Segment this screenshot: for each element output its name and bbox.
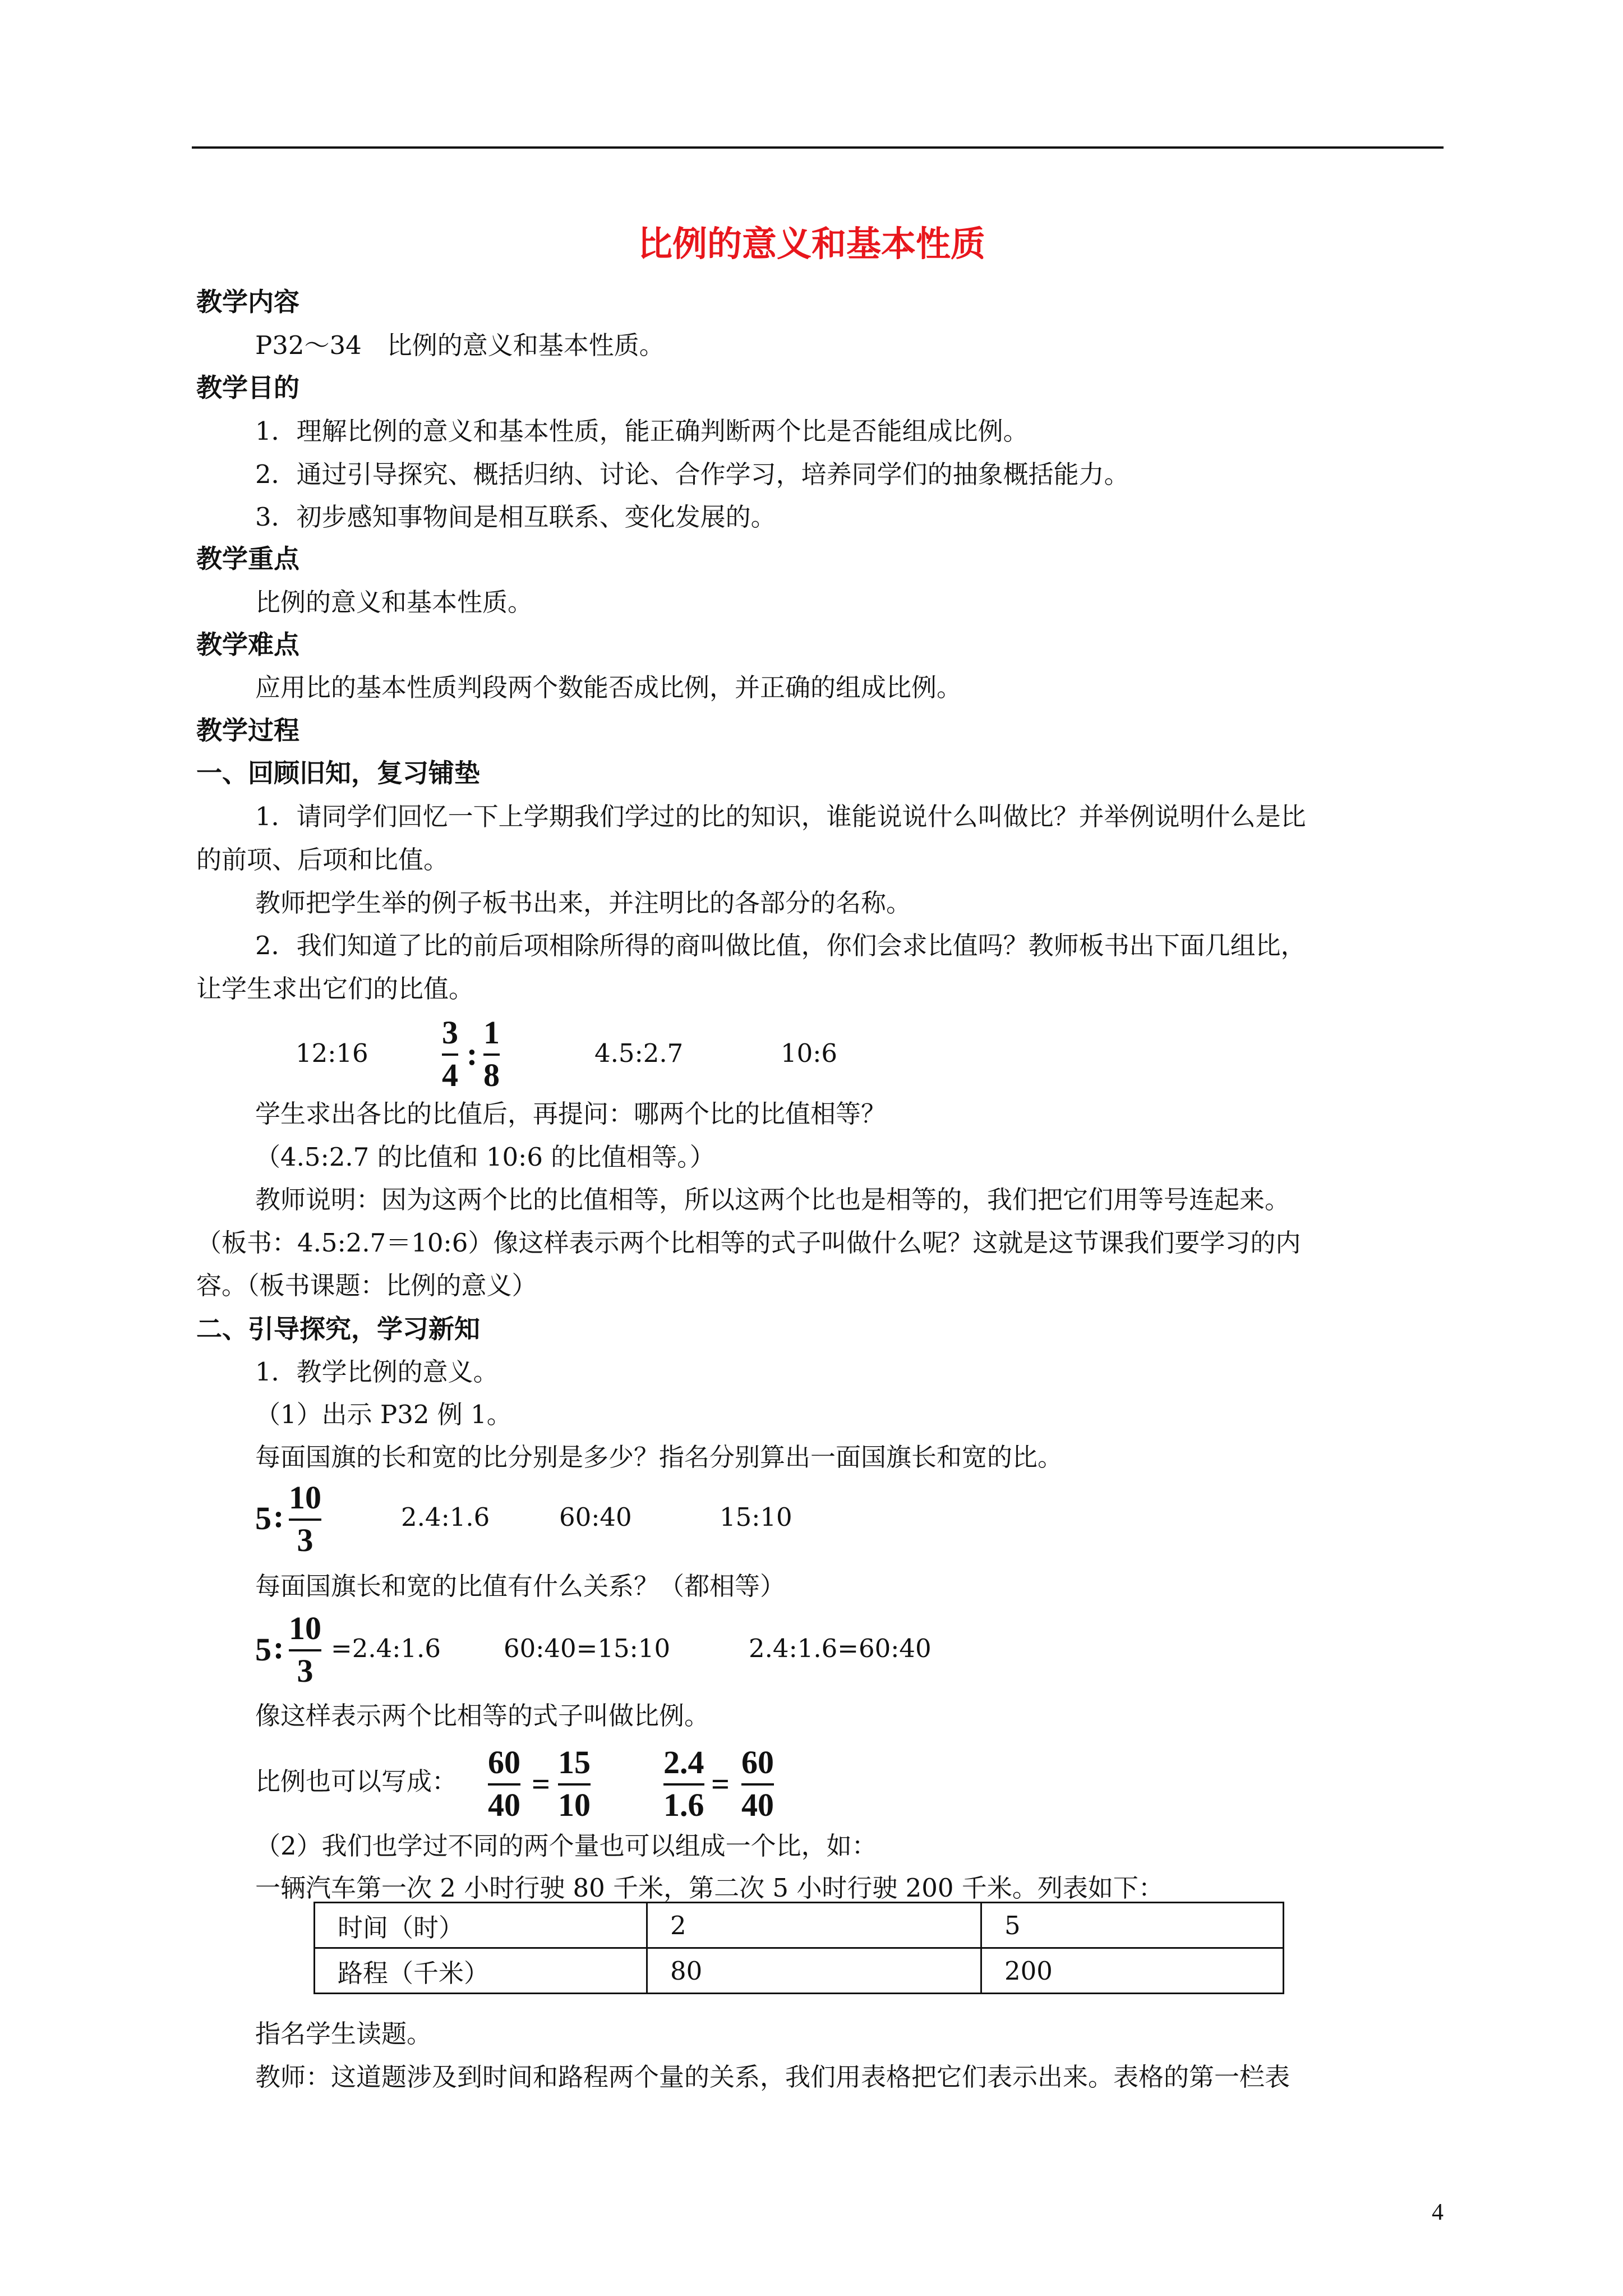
part1-para3a: 2．我们知道了比的前后项相除所得的商叫做比值，你们会求比值吗？教师板书出下面几组比， <box>255 931 1306 960</box>
fraction-denominator: 1.6 <box>663 1787 704 1823</box>
fraction-numerator: 2.4 <box>663 1744 704 1780</box>
equation-60-40-15-10: 60:40=15:10 <box>504 1634 671 1663</box>
fraction-15-10 <box>558 1746 591 1821</box>
fraction-denominator: 8 <box>483 1057 500 1093</box>
heading-goals: 教学目的 <box>196 372 299 403</box>
fraction-denominator: 10 <box>558 1787 591 1823</box>
table-cell: 200 <box>981 1948 1284 1994</box>
part2-step5: 像这样表示两个比相等的式子叫做比例。 <box>255 1701 710 1731</box>
fraction-numerator: 60 <box>741 1744 774 1780</box>
part2-step4: 每面国旗长和宽的比值有什么关系？（都相等） <box>255 1571 786 1601</box>
part1-heading: 一、回顾旧知，复习铺垫 <box>196 758 480 788</box>
part1-para1b: 的前项、后项和比值。 <box>196 845 449 875</box>
ratio-colon: : <box>273 1498 284 1534</box>
heading-process: 教学过程 <box>196 715 299 746</box>
fraction-denominator: 3 <box>297 1653 313 1689</box>
heading-key: 教学重点 <box>196 544 299 574</box>
page-title: 比例的意义和基本性质 <box>637 223 985 264</box>
fraction-numerator: 15 <box>558 1744 591 1780</box>
part2-step2: （1）出示 P32 例 1。 <box>255 1400 512 1429</box>
fraction-ten-thirds <box>289 1612 321 1687</box>
fraction-60-40 <box>741 1746 774 1821</box>
part1-para3b: 让学生求出它们的比值。 <box>196 974 474 1004</box>
ratio-60-40: 60:40 <box>559 1502 632 1532</box>
equals-sign: = <box>711 1766 730 1802</box>
fraction-denominator: 4 <box>442 1057 458 1093</box>
fraction-ten-thirds <box>289 1481 321 1557</box>
fraction-bar <box>483 1053 500 1056</box>
part1-para6a: 教师说明：因为这两个比的比值相等，所以这两个比也是相等的，我们把它们用等号连起来。 <box>255 1185 1290 1214</box>
fraction-three-quarters <box>442 1016 458 1092</box>
part2-step10: 教师：这道题涉及到时间和路程两个量的关系，我们用表格把它们表示出来。表格的第一栏表 <box>255 2062 1290 2092</box>
time-distance-table <box>313 1902 1284 1994</box>
fraction-bar <box>558 1783 591 1786</box>
table-cell: 路程（千米） <box>315 1948 647 1994</box>
fraction-numerator: 10 <box>289 1479 321 1516</box>
part1-para2: 教师把学生举的例子板书出来，并注明比的各部分的名称。 <box>255 888 912 918</box>
key-text: 比例的意义和基本性质。 <box>255 587 533 617</box>
fraction-bar <box>442 1053 458 1056</box>
part1-para4: 学生求出各比的比值后，再提问：哪两个比的比值相等？ <box>255 1099 887 1129</box>
equation-2.4-1.6-60-40: 2.4:1.6=60:40 <box>749 1634 932 1663</box>
fraction-numerator: 60 <box>488 1744 520 1780</box>
fraction-denominator: 3 <box>297 1522 313 1558</box>
fraction-2.4-1.6 <box>663 1746 704 1821</box>
goal-1: 1．理解比例的意义和基本性质，能正确判断两个比是否能组成比例。 <box>255 416 1029 446</box>
table-cell: 2 <box>647 1903 981 1948</box>
part1-para6b: （板书：4.5:2.7＝10:6）像这样表示两个比相等的式子叫做什么呢？这就是这节课我们要学习的内 <box>196 1228 1301 1258</box>
part2-step8: 一辆汽车第一次 2 小时行驶 80 千米，第二次 5 小时行驶 200 千米。列表如下： <box>255 1873 1164 1903</box>
page-number: 4 <box>1432 2200 1444 2225</box>
part2-heading: 二、引导探究，学习新知 <box>196 1314 480 1344</box>
part2-step1: 1．教学比例的意义。 <box>255 1357 499 1387</box>
fraction-denominator: 40 <box>741 1787 774 1823</box>
ratio-12-16: 12:16 <box>296 1038 368 1068</box>
ratio-colon: : <box>467 1036 478 1072</box>
equals-sign: = <box>532 1766 551 1802</box>
fraction-bar <box>488 1783 520 1786</box>
part1-para6c: 容。（板书课题：比例的意义） <box>196 1271 537 1300</box>
heading-difficulty: 教学难点 <box>196 629 299 660</box>
fraction-60-40 <box>488 1746 520 1821</box>
part2-step9: 指名学生读题。 <box>255 2019 432 2049</box>
part2-step7: （2）我们也学过不同的两个量也可以组成一个比，如： <box>255 1831 877 1861</box>
difficulty-text: 应用比的基本性质判段两个数能否成比例，并正确的组成比例。 <box>255 673 962 702</box>
table-cell: 时间（时） <box>315 1903 647 1948</box>
table-cell: 80 <box>647 1948 981 1994</box>
ratio-10-6: 10:6 <box>781 1038 838 1068</box>
table-row <box>315 1903 1284 1948</box>
part1-para1a: 1．请同学们回忆一下上学期我们学过的比的知识，谁能说说什么叫做比？并举例说明什么是比 <box>255 802 1306 831</box>
heading-content: 教学内容 <box>196 287 299 317</box>
goal-3: 3．初步感知事物间是相互联系、变化发展的。 <box>255 502 776 532</box>
ratio-4.5-2.7: 4.5:2.7 <box>594 1038 684 1068</box>
part2-step6: 比例也可以写成： <box>255 1766 458 1796</box>
equation-tail: =2.4:1.6 <box>331 1634 441 1663</box>
ratio-int-5: 5 <box>255 1500 271 1536</box>
fraction-numerator: 1 <box>483 1014 500 1051</box>
ratio-2.4-1.6: 2.4:1.6 <box>401 1502 490 1532</box>
fraction-bar <box>663 1783 704 1786</box>
fraction-denominator: 40 <box>488 1787 520 1823</box>
fraction-bar <box>741 1783 774 1786</box>
fraction-one-eighth <box>483 1016 500 1092</box>
fraction-numerator: 10 <box>289 1610 321 1646</box>
fraction-numerator: 3 <box>442 1014 458 1051</box>
part1-para5: （4.5:2.7 的比值和 10:6 的比值相等。） <box>255 1142 715 1172</box>
content-text: P32～34 比例的意义和基本性质。 <box>255 330 665 360</box>
table-cell: 5 <box>981 1903 1284 1948</box>
table-row <box>315 1948 1284 1994</box>
ratio-colon: : <box>273 1629 284 1665</box>
ratio-int-5: 5 <box>255 1631 271 1668</box>
fraction-bar <box>289 1649 321 1651</box>
goal-2: 2．通过引导探究、概括归纳、讨论、合作学习，培养同学们的抽象概括能力。 <box>255 459 1129 489</box>
part2-step3: 每面国旗的长和宽的比分别是多少？指名分别算出一面国旗长和宽的比。 <box>255 1442 1063 1472</box>
ratio-15-10: 15:10 <box>720 1502 792 1532</box>
fraction-bar <box>289 1519 321 1521</box>
header-rule <box>192 146 1444 149</box>
